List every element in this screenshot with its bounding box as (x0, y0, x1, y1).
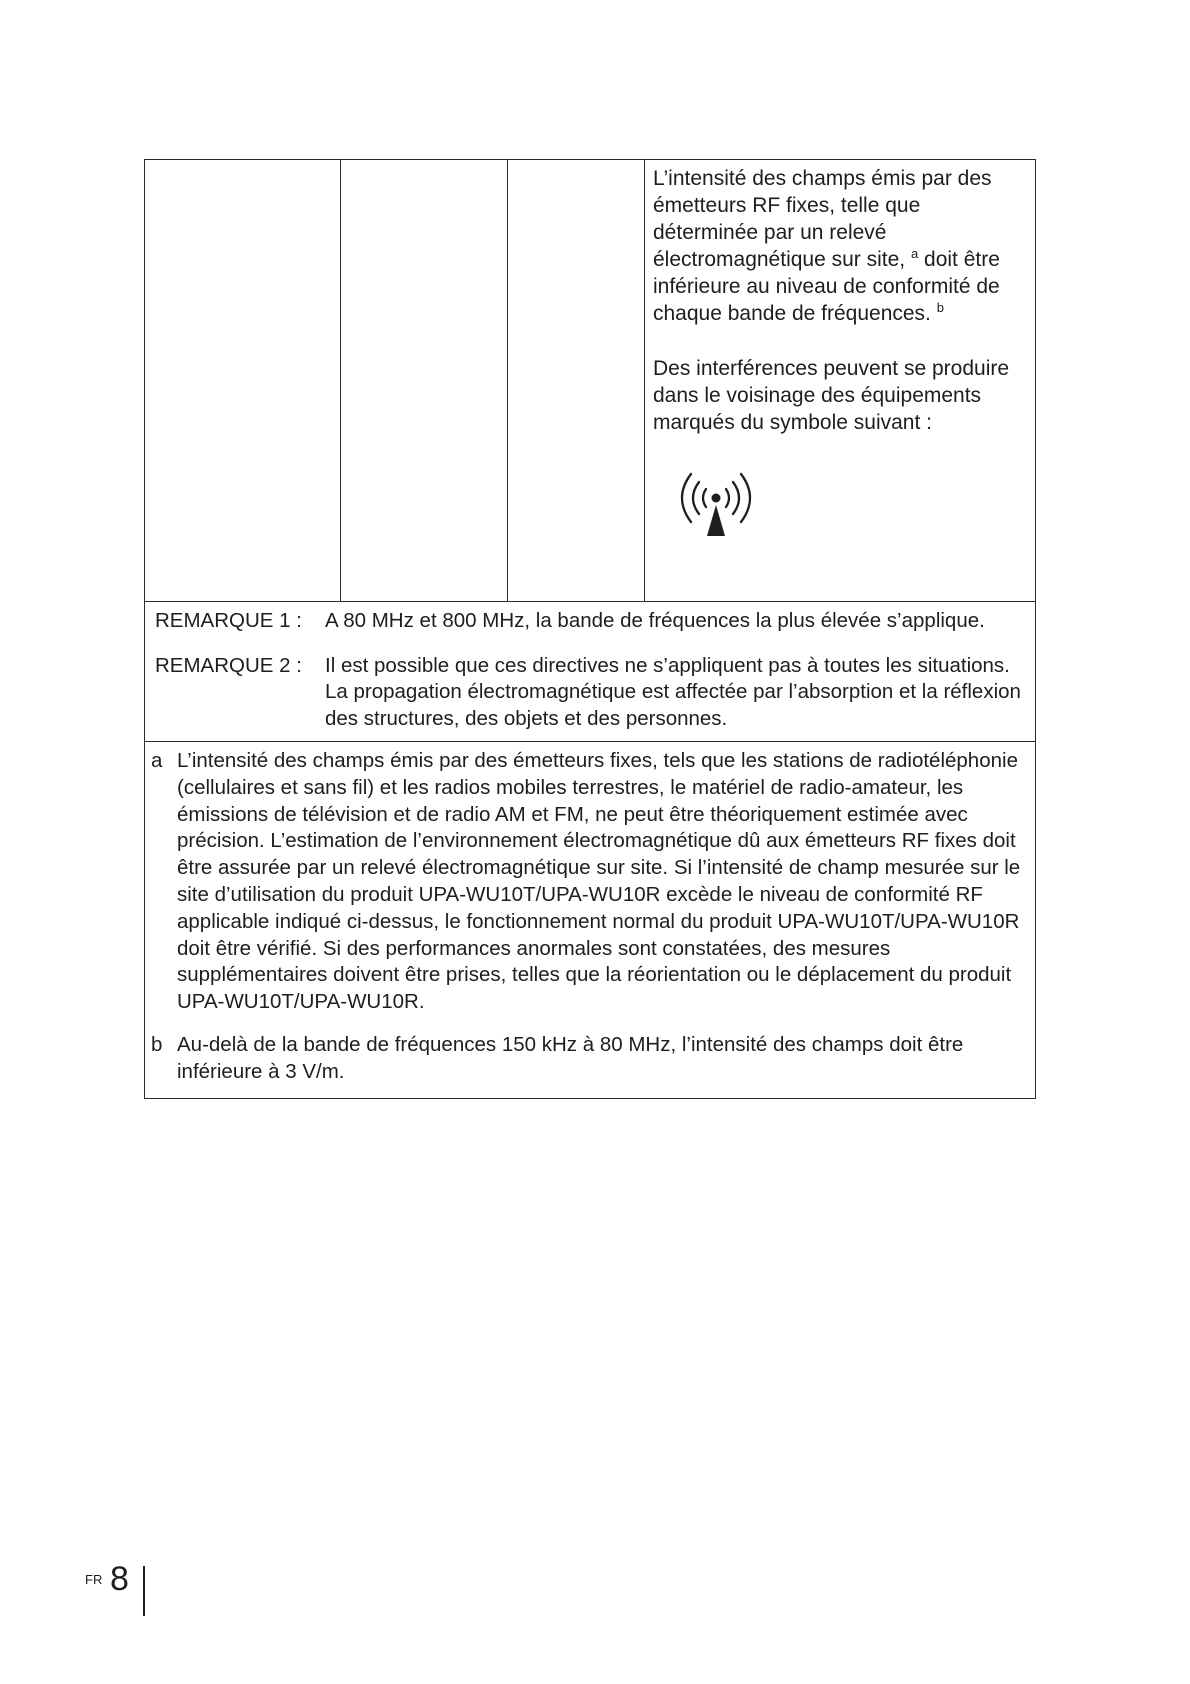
footnote-text: Au-delà de la bande de fréquences 150 kHz à 80 MHz, l’intensité des champs doit être inférieure à 3 V/m. (177, 1032, 964, 1083)
table-cell-empty-3 (508, 160, 645, 602)
emc-guidance-table (144, 159, 1036, 1099)
table-row (145, 742, 1036, 1099)
note-label: REMARQUE 2 : (155, 653, 302, 677)
footnote-b (151, 1032, 1025, 1086)
page-footer (85, 1560, 165, 1616)
notes-cell (145, 602, 1036, 742)
table-cell-empty-1 (145, 160, 341, 602)
table-cell-empty-2 (341, 160, 508, 602)
footnotes-cell (145, 742, 1036, 1099)
note-label: REMARQUE 1 : (155, 609, 302, 632)
table-row (145, 602, 1036, 742)
note-1 (155, 608, 1025, 635)
footnote-text: L’intensité des champs émis par des émetteurs fixes, tels que les stations de radiotéléphonie (cellulaires et sans fil) et les radios mobiles terrestres, le matériel de radio-amateur, les émissions de télévision et de radio AM et FM, ne peut être théoriquement estimée avec précision. L’estimation de l’environnement électromagnétique dû aux émetteurs RF fixes doit être assurée par un relevé électromagnétique sur site. Si l’intensité de champ mesurée sur le site d’utilisation du produit UPA-WU10T/UPA-WU10R excède le niveau de conformité RF applicable indiqué ci-dessus, le fonctionnement normal du produit UPA-WU10T/UPA-WU10R doit être vérifié. Si des performances anormales sont constatées, des mesures supplémentaires doivent être prises, telles que la réorientation ou le déplacement du produit UPA-WU10T/UPA-WU10R. (177, 749, 1021, 1014)
note-text: Il est possible que ces directives ne s’appliquent pas à toutes les situations. La propagation électromagnétique est affectée par l’absorption et la réflexion des structures, des objets et des personnes. (325, 653, 1021, 730)
non-ionizing-radiation-icon (653, 468, 1027, 548)
footnote-letter: a (151, 749, 163, 772)
page-number: 8 (110, 1560, 129, 1598)
footnote-a (151, 748, 1025, 1016)
language-code: FR (85, 1572, 103, 1587)
guidance-paragraph-2: Des interférences peuvent se produire dans le voisinage des équipements marqués du symbole suivant : (653, 357, 1010, 434)
footer-divider (143, 1566, 145, 1616)
guidance-paragraph-1: L’intensité des champs émis par des émetteurs RF fixes, telle que déterminée par un relevé électromagnétique sur site, $^a$ doit être inférieure au niveau de conformité de chaque bande de fréquences. $^b$ (653, 167, 1000, 325)
footnote-letter: b (151, 1032, 163, 1056)
note-text: A 80 MHz et 800 MHz, la bande de fréquences la plus élevée s’applique. (325, 609, 985, 632)
footnote-ref-b: b (936, 300, 944, 315)
footnote-ref-a: a (910, 246, 919, 261)
table-row (145, 160, 1036, 602)
note-2 (155, 653, 1025, 733)
guidance-cell (645, 160, 1036, 602)
